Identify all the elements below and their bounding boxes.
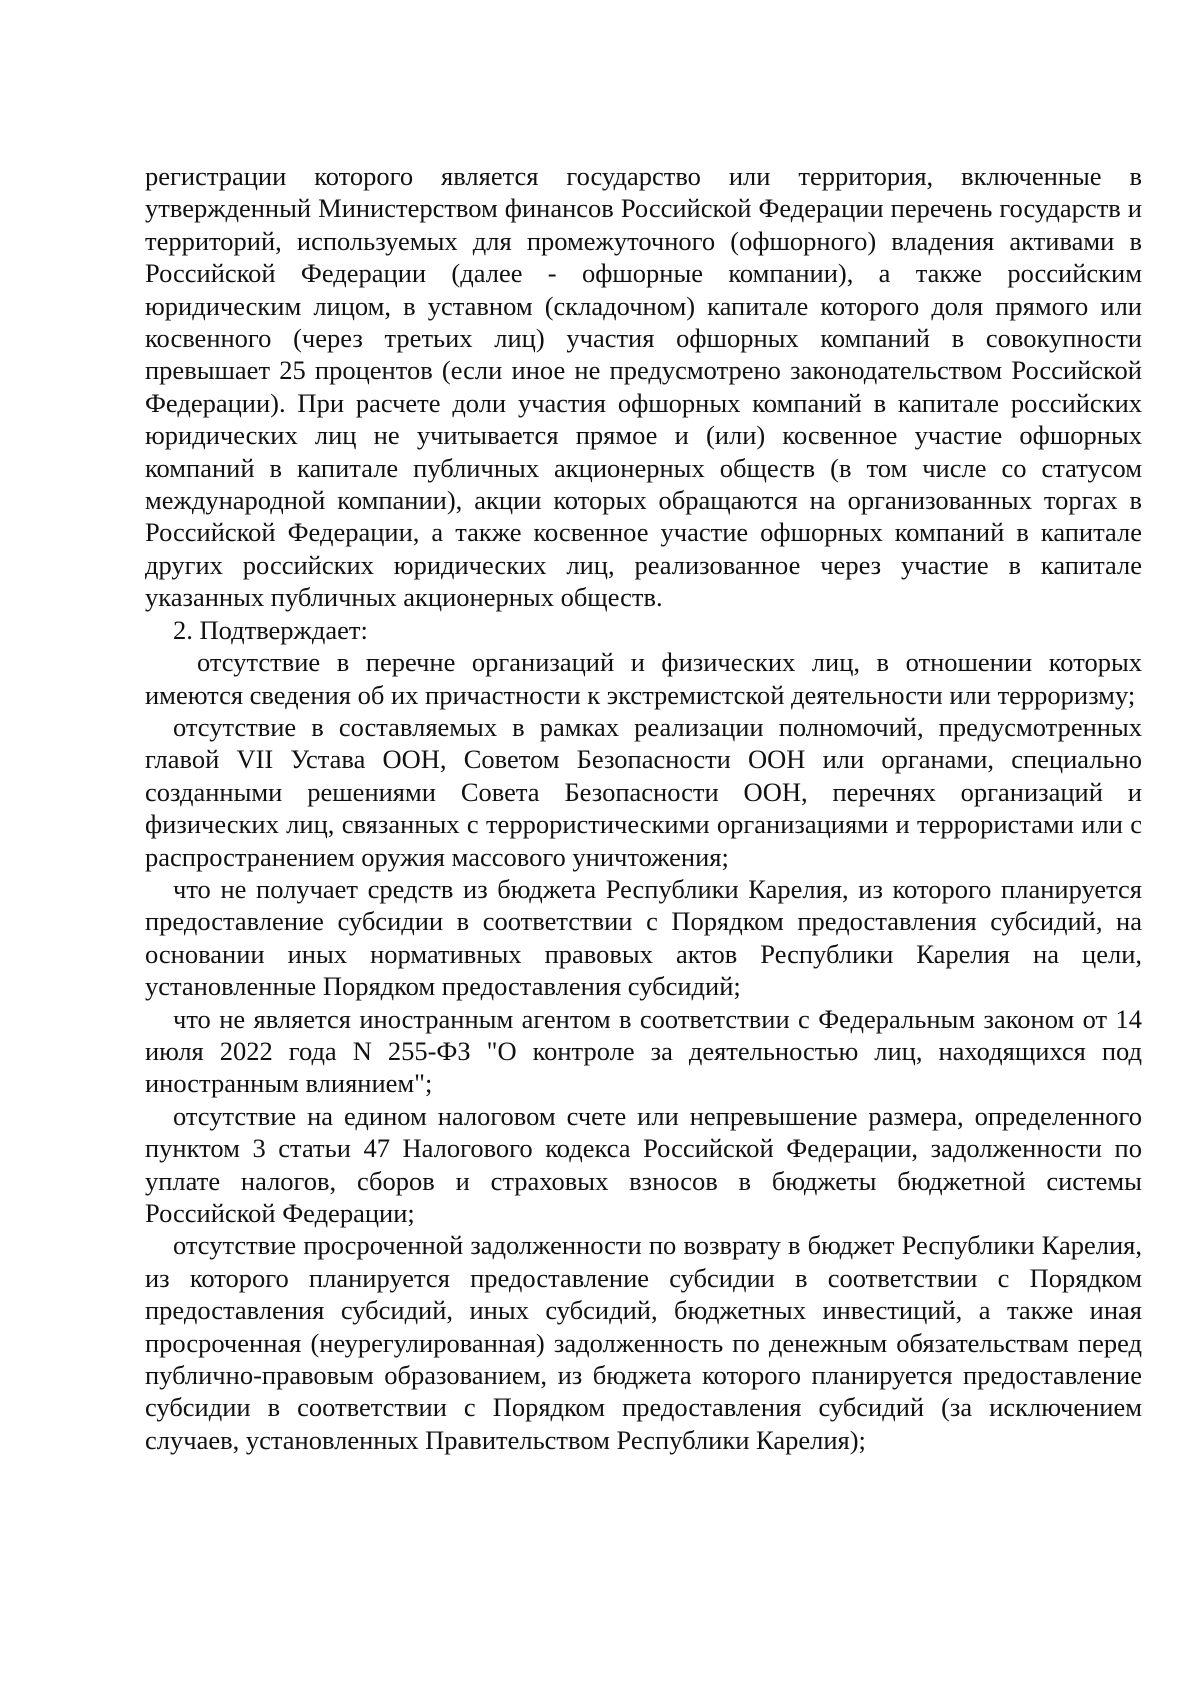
paragraph-foreign-agent: что не является иностранным агентом в соответствии с Федеральным законом от 14 июля 2022 года N 255-ФЗ "О контроле за деятельностью лиц, находящихся под иностранным влиянием"; [145,1003,1142,1099]
paragraph-no-budget-funds: что не получает средств из бюджета Республики Карелия, из которого планируется предоставление субсидии в соответствии с Порядком предоставления субсидий, на основании иных нормативных правовых актов Республики Карелия на цели, установленные Порядком предоставления субсидий; [145,873,1142,1002]
paragraph-un-lists: отсутствие в составляемых в рамках реализации полномочий, предусмотренных главой VII Устава ООН, Советом Безопасности ООН или органами, специально созданными решениями Совета Безопасности ООН, перечнях организаций и физических лиц, связанных с террористическими организациями и террористами или с распространением оружия массового уничтожения; [145,711,1142,872]
paragraph-extremism-list: отсутствие в перечне организаций и физических лиц, в отношении которых имеются сведения об их причастности к экстремистской деятельности или терроризму; [145,647,1142,710]
document-text [145,160,1142,1456]
paragraph-overdue-debt: отсутствие просроченной задолженности по возврату в бюджет Республики Карелия, из которого планируется предоставление субсидии в соответствии с Порядком предоставления субсидий, иных субсидий, бюджетных инвестиций, а также иная просроченная (неурегулированная) задолженность по денежным обязательствам перед публично-правовым образованием, из бюджета которого планируется предоставление субсидии в соответствии с Порядком предоставления субсидий (за исключением случаев, установленных Правительством Республики Карелия); [145,1230,1142,1455]
paragraph-section-2-heading: 2. Подтверждает: [173,614,368,645]
paragraph-offshore-definition: регистрации которого является государство или территория, включенные в утвержденный Министерством финансов Российской Федерации перечень государств и территорий, используемых для промежуточного (офшорного) владения активами в Российской Федерации (далее - офшорные компании), а также российским юридическим лицом, в уставном (складочном) капитале которого доля прямого или косвенного (через третьих лиц) участия офшорных компаний в совокупности превышает 25 процентов (если иное не предусмотрено законодательством Российской Федерации). При расчете доли участия офшорных компаний в капитале российских юридических лиц не учитывается прямое и (или) косвенное участие офшорных компаний в капитале публичных акционерных обществ (в том числе со статусом международной компании), акции которых обращаются на организованных торгах в Российской Федерации, а также косвенное участие офшорных компаний в капитале других российских юридических лиц, реализованное через участие в капитале указанных публичных акционерных обществ. [145,161,1142,613]
paragraph-tax-debt: отсутствие на едином налоговом счете или непревышение размера, определенного пунктом 3 статьи 47 Налогового кодекса Российской Федерации, задолженности по уплате налогов, сборов и страховых взносов в бюджеты бюджетной системы Российской Федерации; [145,1100,1142,1228]
